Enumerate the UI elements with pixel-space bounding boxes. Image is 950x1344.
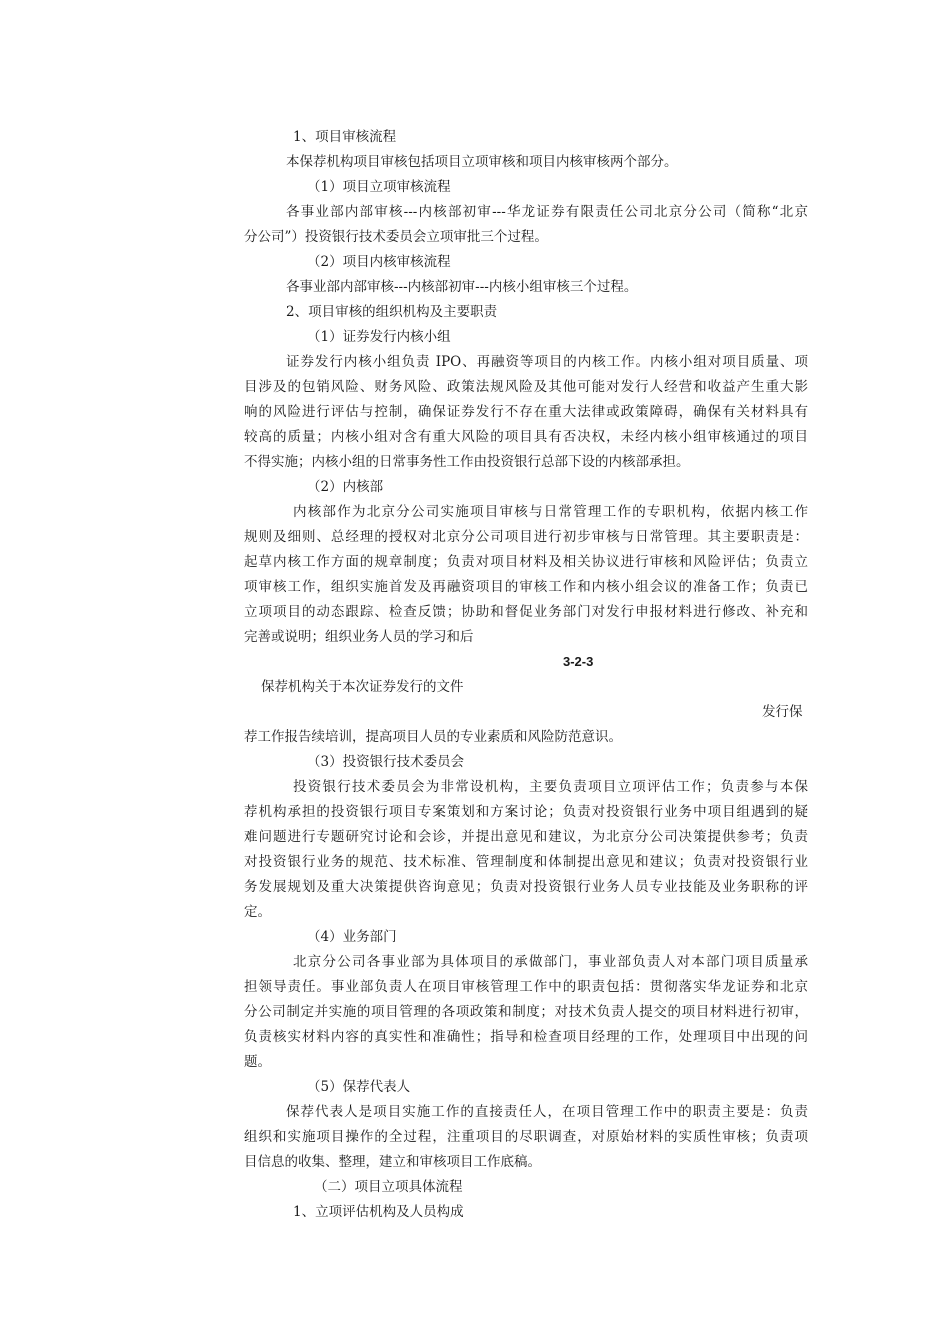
subheading: （2）项目内核审核流程 — [307, 254, 451, 270]
paragraph-line: 担领导责任。事业部负责人在项目审核管理工作中的职责包括：贯彻落实华龙证券和北京 — [244, 979, 808, 995]
subheading: （4）业务部门 — [307, 929, 397, 945]
paragraph-line: 组织和实施项目操作的全过程，注重项目的尽职调查，对原始材料的实质性审核；负责项 — [244, 1129, 808, 1145]
paragraph-line: 负责核实材料内容的真实性和准确性；指导和检查项目经理的工作，处理项目中出现的问 — [244, 1029, 808, 1045]
paragraph-line: 务发展规划及重大决策提供咨询意见；负责对投资银行业务人员专业技能及业务职称的评 — [244, 879, 808, 895]
running-header-right: 发行保 — [762, 704, 803, 720]
paragraph-line: 难问题进行专题研究讨论和会诊，并提出意见和建议，为北京分公司决策提供参考；负责 — [244, 829, 808, 845]
paragraph-line: 题。 — [244, 1054, 271, 1070]
paragraph-line: 项审核工作，组织实施首发及再融资项目的审核工作和内核小组会议的准备工作；负责已 — [244, 579, 808, 595]
paragraph-line: 定。 — [244, 904, 271, 920]
paragraph-line: 内核部作为北京分公司实施项目审核与日常管理工作的专职机构，依据内核工作 — [293, 504, 808, 520]
paragraph-line: 各事业部内部审核---内核部初审---内核小组审核三个过程。 — [286, 279, 638, 295]
paragraph-line: 目涉及的包销风险、财务风险、政策法规风险及其他可能对发行人经营和收益产生重大影 — [244, 379, 808, 395]
paragraph-line: 响的风险进行评估与控制，确保证券发行不存在重大法律或政策障碍，确保有关材料具有 — [244, 404, 808, 420]
paragraph-line: 目信息的收集、整理，建立和审核项目工作底稿。 — [244, 1154, 541, 1170]
paragraph-line: 保荐代表人是项目实施工作的直接责任人，在项目管理工作中的职责主要是：负责 — [286, 1104, 808, 1120]
paragraph-line: 较高的质量；内核小组对含有重大风险的项目具有否决权，未经内核小组审核通过的项目 — [244, 429, 808, 445]
page-number: 3-2-3 — [563, 654, 594, 669]
paragraph-line: 分公司”）投资银行技术委员会立项审批三个过程。 — [244, 229, 548, 245]
paragraph-line: 完善或说明；组织业务人员的学习和后 — [244, 629, 474, 645]
paragraph-line: 各事业部内部审核---内核部初审---华龙证券有限责任公司北京分公司（简称“北京 — [286, 204, 808, 220]
paragraph-line: 荐工作报告续培训，提高项目人员的专业素质和风险防范意识。 — [244, 729, 622, 745]
paragraph-line: 荐机构承担的投资银行项目专案策划和方案讨论；负责对投资银行业务中项目组遇到的疑 — [244, 804, 808, 820]
subheading: （5）保荐代表人 — [307, 1079, 411, 1095]
paragraph-line: 规则及细则、总经理的授权对北京分公司项目进行初步审核与日常管理。其主要职责是： — [244, 529, 808, 545]
subheading: （1）项目立项审核流程 — [307, 179, 451, 195]
paragraph-line: 证券发行内核小组负责 IPO、再融资等项目的内核工作。内核小组对项目质量、项 — [286, 354, 808, 370]
subheading: （3）投资银行技术委员会 — [307, 754, 465, 770]
paragraph-line: 本保荐机构项目审核包括项目立项审核和项目内核审核两个部分。 — [286, 154, 678, 170]
heading-1: 1、项目审核流程 — [293, 129, 397, 145]
paragraph-line: 不得实施；内核小组的日常事务性工作由投资银行总部下设的内核部承担。 — [244, 454, 690, 470]
heading-2: 2、项目审核的组织机构及主要职责 — [286, 304, 498, 320]
subheading: （1）证券发行内核小组 — [307, 329, 451, 345]
paragraph-line: 北京分公司各事业部为具体项目的承做部门，事业部负责人对本部门项目质量承 — [293, 954, 808, 970]
subheading: （2）内核部 — [307, 479, 384, 495]
paragraph-line: 分公司制定并实施的项目管理的各项政策和制度；对技术负责人提交的项目材料进行初审， — [244, 1004, 808, 1020]
paragraph-line: 投资银行技术委员会为非常设机构，主要负责项目立项评估工作；负责参与本保 — [293, 779, 808, 795]
heading-1: 1、立项评估机构及人员构成 — [293, 1204, 464, 1220]
running-header: 保荐机构关于本次证券发行的文件 — [261, 679, 464, 695]
paragraph-line: 对投资银行业务的规范、技术标准、管理制度和体制提出意见和建议；负责对投资银行业 — [244, 854, 808, 870]
paragraph-line: 立项项目的动态跟踪、检查反馈；协助和督促业务部门对发行申报材料进行修改、补充和 — [244, 604, 808, 620]
paragraph-line: 起草内核工作方面的规章制度；负责对项目材料及相关协议进行审核和风险评估；负责立 — [244, 554, 808, 570]
section-heading: （二）项目立项具体流程 — [314, 1179, 463, 1195]
